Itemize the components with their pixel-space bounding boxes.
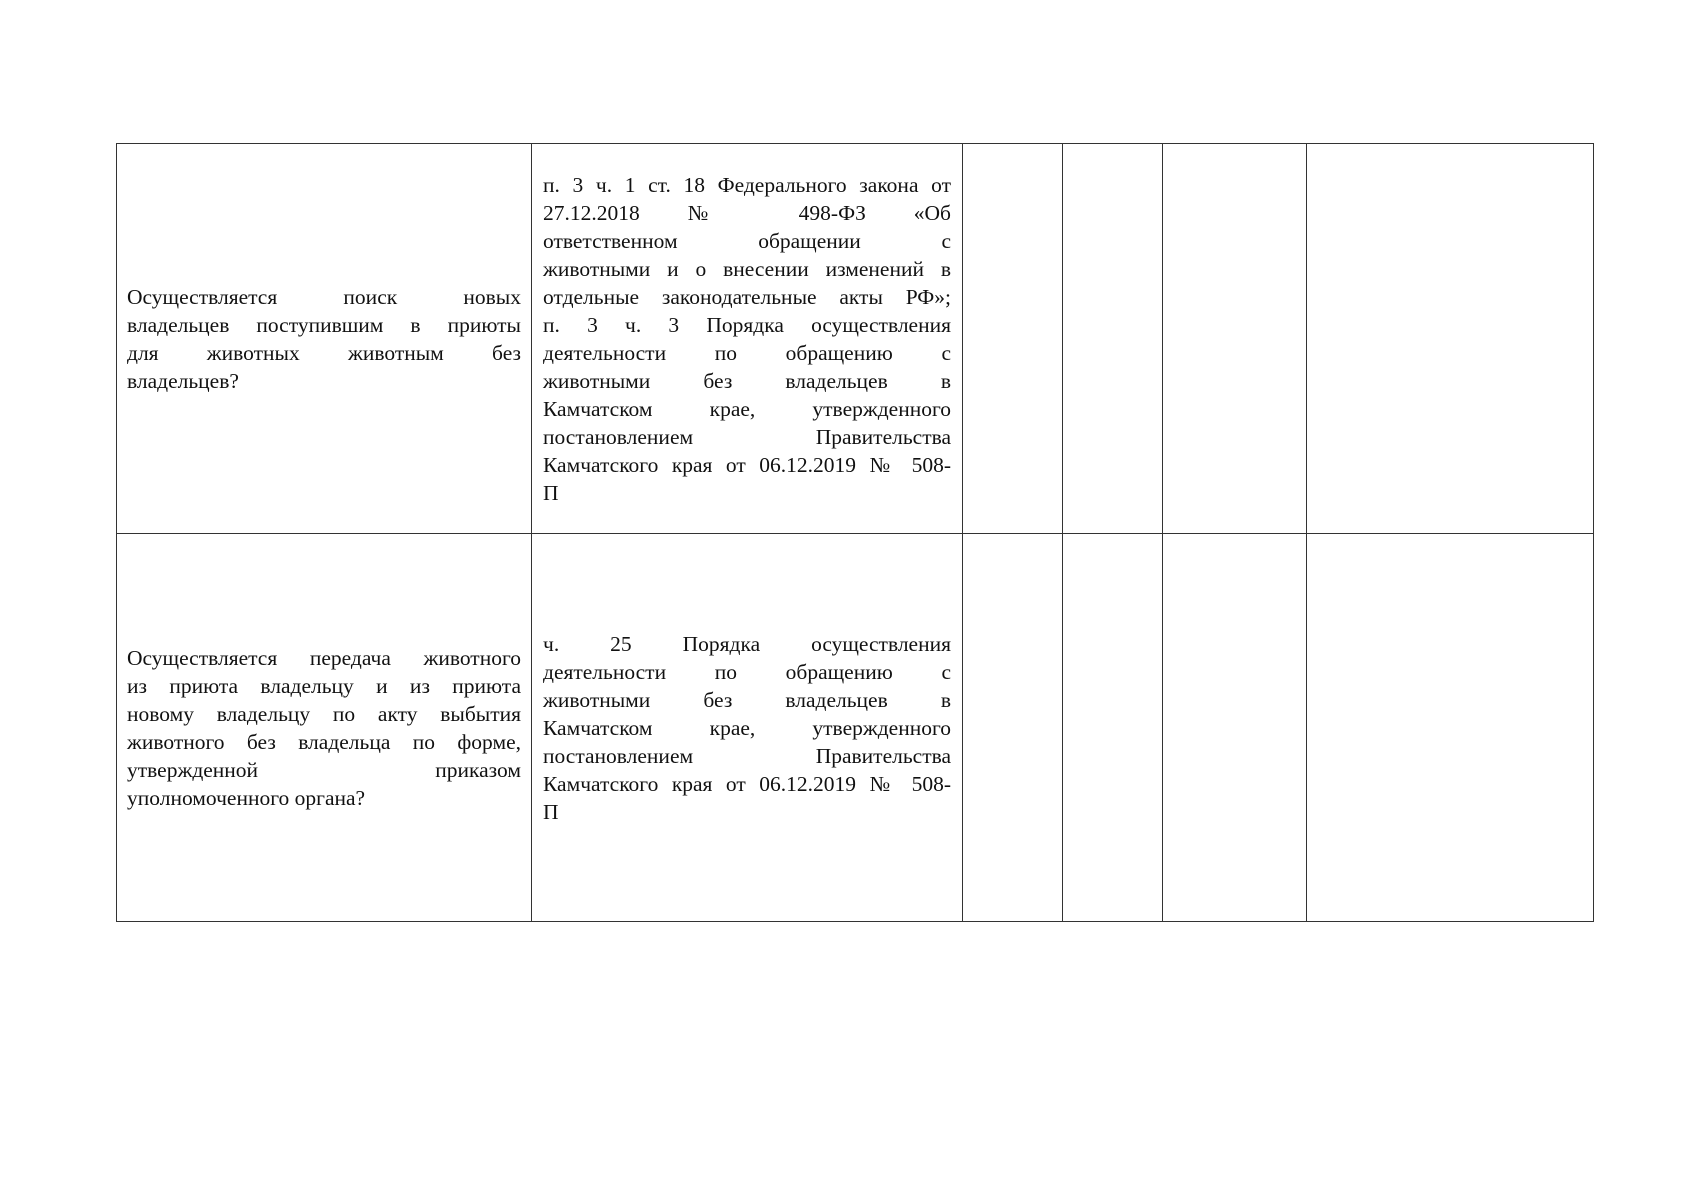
text-line: уполномоченного органа? (127, 785, 366, 810)
empty-cell (1063, 144, 1163, 534)
text-line: ответственном обращении с (543, 228, 951, 253)
empty-cell (1307, 144, 1594, 534)
reference-text (532, 171, 962, 507)
question-text (117, 283, 531, 395)
text-line: 27.12.2018 № 498-ФЗ «Об (543, 200, 951, 225)
text-line: П (543, 480, 559, 505)
reference-cell (532, 534, 963, 922)
text-line: Камчатском крае, утвержденного (543, 396, 951, 421)
table-row (117, 534, 1594, 922)
empty-cell (1163, 144, 1307, 534)
text-line: утвержденной приказом (127, 757, 521, 782)
text-line: владельцев поступившим в приюты (127, 312, 521, 337)
text-line: Осуществляется поиск новых (127, 284, 521, 309)
text-line: животными без владельцев в (543, 368, 951, 393)
question-cell (117, 534, 532, 922)
text-line: деятельности по обращению с (543, 340, 951, 365)
reference-cell (532, 144, 963, 534)
text-line: животного без владельца по форме, (127, 729, 521, 754)
text-line: для животных животным без (127, 340, 521, 365)
text-line: животными без владельцев в (543, 687, 951, 712)
text-line: п. 3 ч. 1 ст. 18 Федерального закона от (543, 172, 951, 197)
empty-cell (963, 144, 1063, 534)
reference-text (532, 630, 962, 826)
text-line: Осуществляется передача животного (127, 645, 521, 670)
text-line: отдельные законодательные акты РФ»; (543, 284, 951, 309)
empty-cell (963, 534, 1063, 922)
empty-cell (1063, 534, 1163, 922)
text-line: Камчатского края от 06.12.2019 № 508- (543, 771, 951, 796)
empty-cell (1163, 534, 1307, 922)
question-text (117, 644, 531, 812)
text-line: ч. 25 Порядка осуществления (543, 631, 951, 656)
text-line: из приюта владельцу и из приюта (127, 673, 521, 698)
text-line: новому владельцу по акту выбытия (127, 701, 521, 726)
text-line: Камчатском крае, утвержденного (543, 715, 951, 740)
text-line: постановлением Правительства (543, 424, 951, 449)
text-line: деятельности по обращению с (543, 659, 951, 684)
text-line: владельцев? (127, 368, 239, 393)
empty-cell (1307, 534, 1594, 922)
text-line: Камчатского края от 06.12.2019 № 508- (543, 452, 951, 477)
text-line: п. 3 ч. 3 Порядка осуществления (543, 312, 951, 337)
checklist-table (116, 143, 1594, 922)
text-line: постановлением Правительства (543, 743, 951, 768)
table-row (117, 144, 1594, 534)
text-line: П (543, 799, 559, 824)
question-cell (117, 144, 532, 534)
text-line: животными и о внесении изменений в (543, 256, 951, 281)
